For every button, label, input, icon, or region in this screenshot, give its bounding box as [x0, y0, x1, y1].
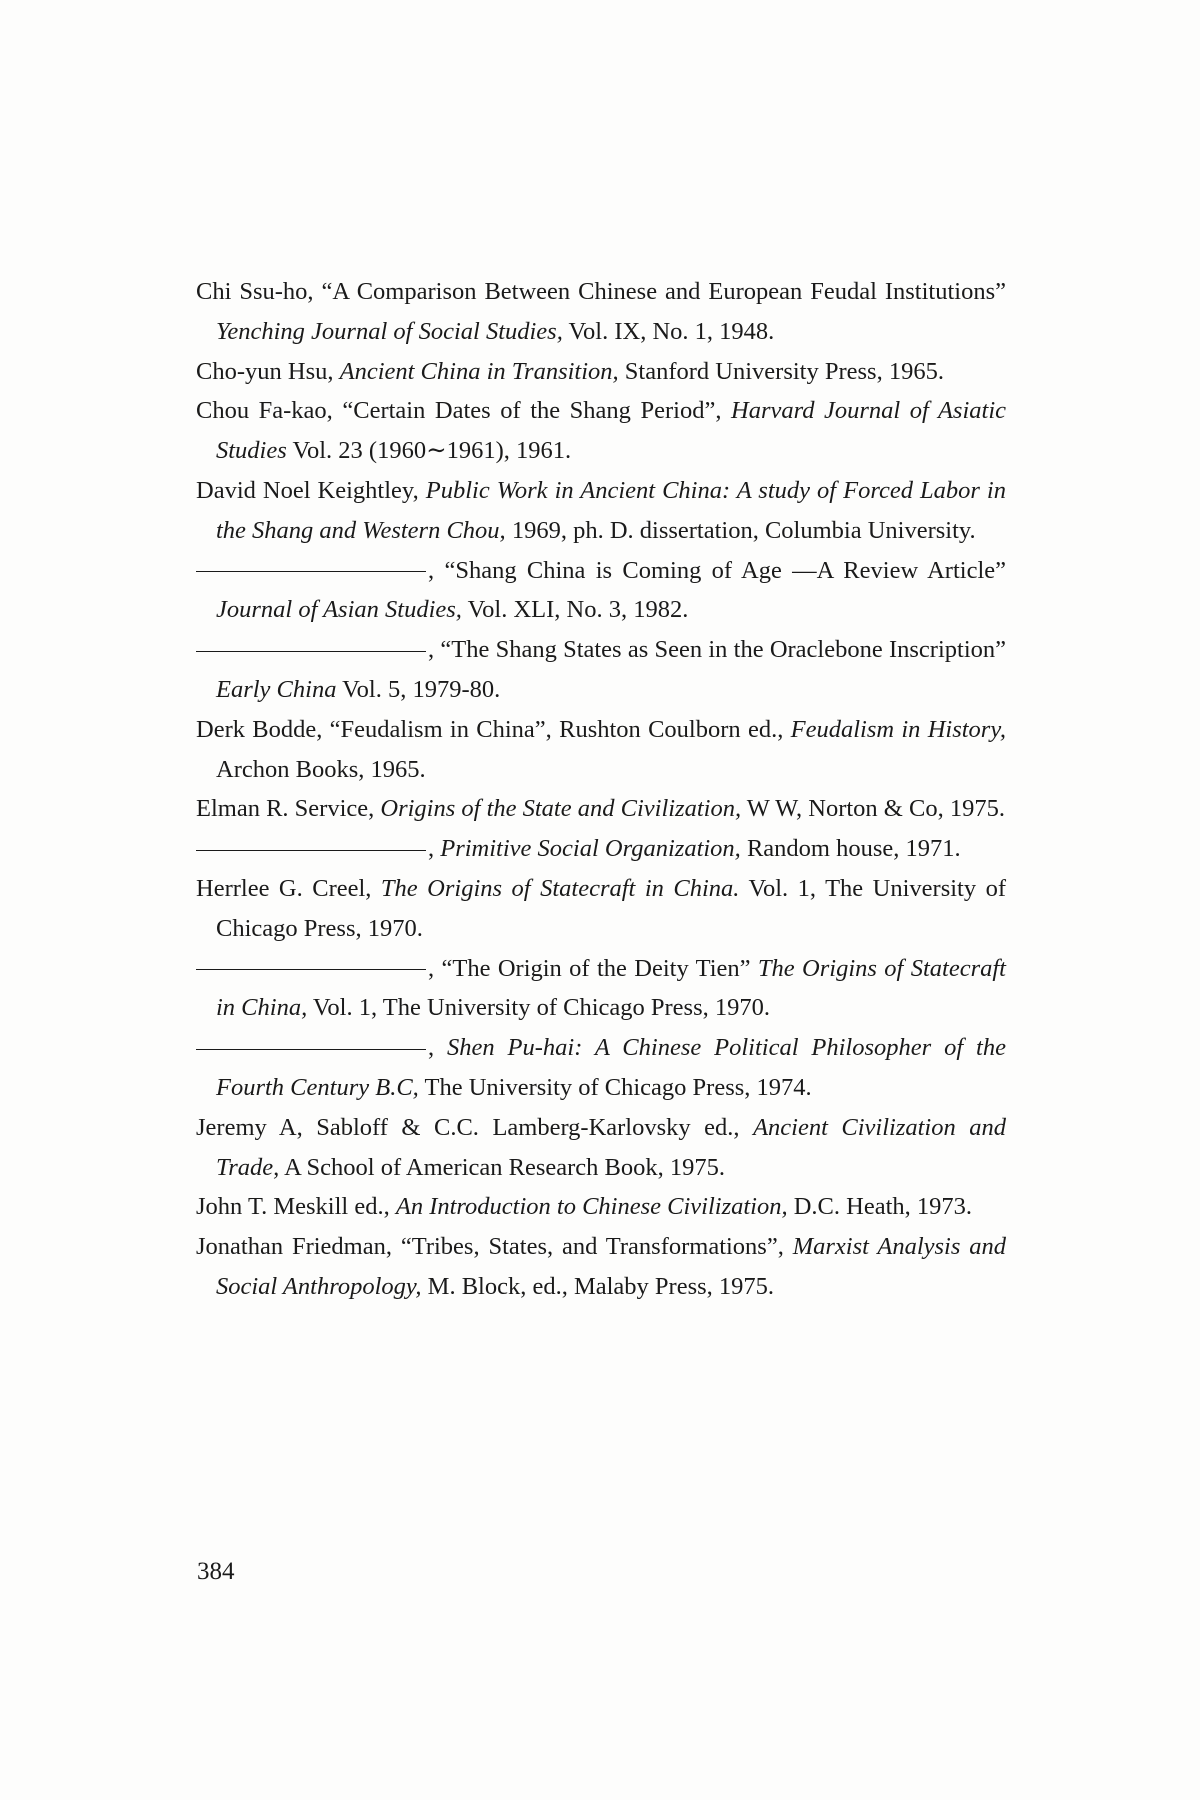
entry-title: Journal of Asian Studies,: [216, 596, 462, 624]
repeated-author-dash: [196, 850, 426, 851]
entry-publication: 1969, ph. D. dissertation, Columbia University.: [505, 516, 976, 544]
entry-text: “A Comparison Between Chinese and European Feudal Institutions”: [313, 278, 1006, 305]
entry-title: Public Work in Ancient China: A study of Forced Labor in the Shang and Western Chou,: [216, 476, 1006, 544]
entry-text: [419, 477, 426, 504]
entry-publication: Vol. 1, The University of Chicago Press, 1970.: [307, 994, 770, 1022]
entry-publication: W W, Norton & Co, 1975.: [741, 795, 1005, 823]
entry-publication: Vol. 23 (1960∼1961), 1961.: [286, 437, 572, 465]
entry-publication: A School of American Research Book, 1975.: [279, 1153, 726, 1181]
bibliography-entry: [196, 352, 1006, 392]
repeated-author-dash: [196, 651, 426, 652]
repeated-author-dash: [196, 1049, 426, 1050]
bibliography-entry: [196, 949, 1006, 1029]
bibliography-entry: [196, 1227, 1006, 1307]
entry-title: Harvard Journal of Asiatic Studies: [216, 397, 1007, 465]
entry-title: Shen Pu-hai: A Chinese Political Philosopher of the Fourth Century B.C,: [216, 1034, 1006, 1101]
entry-title: Origins of the State and Civilization,: [380, 795, 742, 823]
entry-author: John T. Meskill ed.,: [196, 1193, 390, 1221]
bibliography-entry: [196, 471, 1006, 551]
repeated-author-dash: [196, 969, 426, 970]
entry-author: Jeremy A, Sabloff & C.C. Lamberg-Karlovsky ed.,: [196, 1113, 740, 1141]
entry-publication: Vol. 5, 1979-80.: [336, 675, 501, 703]
entry-title: The Origins of Statecraft in China,: [216, 954, 1006, 1022]
entry-publication: Vol. 1, The University of Chicago Press, 1970.: [216, 874, 1006, 942]
repeated-author-dash: [196, 571, 426, 572]
entry-author: Jonathan Friedman,: [196, 1233, 392, 1261]
page-number: 384: [197, 1558, 235, 1585]
entry-publication: Archon Books, 1965.: [216, 755, 426, 783]
entry-title: An Introduction to Chinese Civilization,: [395, 1193, 788, 1221]
bibliography-entry: [196, 1108, 1006, 1188]
entry-author: Cho-yun Hsu,: [196, 357, 334, 385]
entry-publication: D.C. Heath, 1973.: [787, 1193, 973, 1221]
entry-publication: The University of Chicago Press, 1974.: [418, 1073, 812, 1101]
entry-text: ,: [428, 1034, 448, 1062]
entry-publication: M. Block, ed., Malaby Press, 1975.: [421, 1272, 775, 1300]
entry-publication: Vol. IX, No. 1, 1948.: [562, 317, 775, 345]
bibliography-list: [196, 272, 1006, 1307]
entry-text: , “Shang China is Coming of Age —A Review Article”: [428, 556, 1006, 584]
entry-title: Ancient China in Transition,: [339, 357, 619, 385]
entry-text: [740, 1114, 754, 1141]
bibliography-entry: [196, 869, 1006, 949]
entry-text: ,: [428, 835, 441, 863]
bibliography-entry: [196, 829, 1006, 869]
entry-text: “Feudalism in China”, Rushton Coulborn ed.,: [322, 715, 791, 743]
bibliography-entry: [196, 391, 1006, 471]
bibliography-entry: [196, 630, 1006, 710]
bibliography-entry: [196, 1187, 1006, 1227]
entry-author: Chi Ssu-ho,: [196, 278, 314, 305]
bibliography-entry: [196, 272, 1006, 352]
entry-text: , “The Shang States as Seen in the Oraclebone Inscription”: [428, 636, 1006, 664]
entry-text: “Certain Dates of the Shang Period”,: [332, 397, 731, 425]
entry-title: The Origins of Statecraft in China.: [380, 874, 740, 902]
entry-publication: Stanford University Press, 1965.: [618, 357, 944, 385]
entry-author: Derk Bodde,: [196, 715, 323, 743]
entry-text: “Tribes, States, and Transformations”,: [391, 1233, 793, 1261]
entry-author: Elman R. Service,: [196, 795, 375, 823]
bibliography-entry: [196, 710, 1006, 790]
bibliography-entry: [196, 551, 1006, 631]
entry-publication: Vol. XLI, No. 3, 1982.: [461, 596, 689, 624]
entry-author: David Noel Keightley,: [196, 476, 419, 504]
bibliography-entry: [196, 1028, 1006, 1108]
bibliography-entry: [196, 789, 1006, 829]
entry-title: Yenching Journal of Social Studies,: [216, 317, 563, 345]
entry-text: , “The Origin of the Deity Tien”: [428, 954, 758, 982]
entry-publication: Random house, 1971.: [740, 835, 961, 863]
entry-title: Marxist Analysis and Social Anthropology,: [216, 1233, 1007, 1300]
entry-text: [371, 875, 381, 902]
entry-author: Herrlee G. Creel,: [196, 874, 372, 902]
entry-title: Primitive Social Organization,: [440, 835, 741, 863]
entry-title: Early China: [216, 675, 337, 703]
entry-title: Ancient Civilization and Trade,: [216, 1113, 1007, 1181]
entry-author: Chou Fa-kao,: [196, 397, 333, 425]
entry-title: Feudalism in History,: [790, 715, 1006, 743]
